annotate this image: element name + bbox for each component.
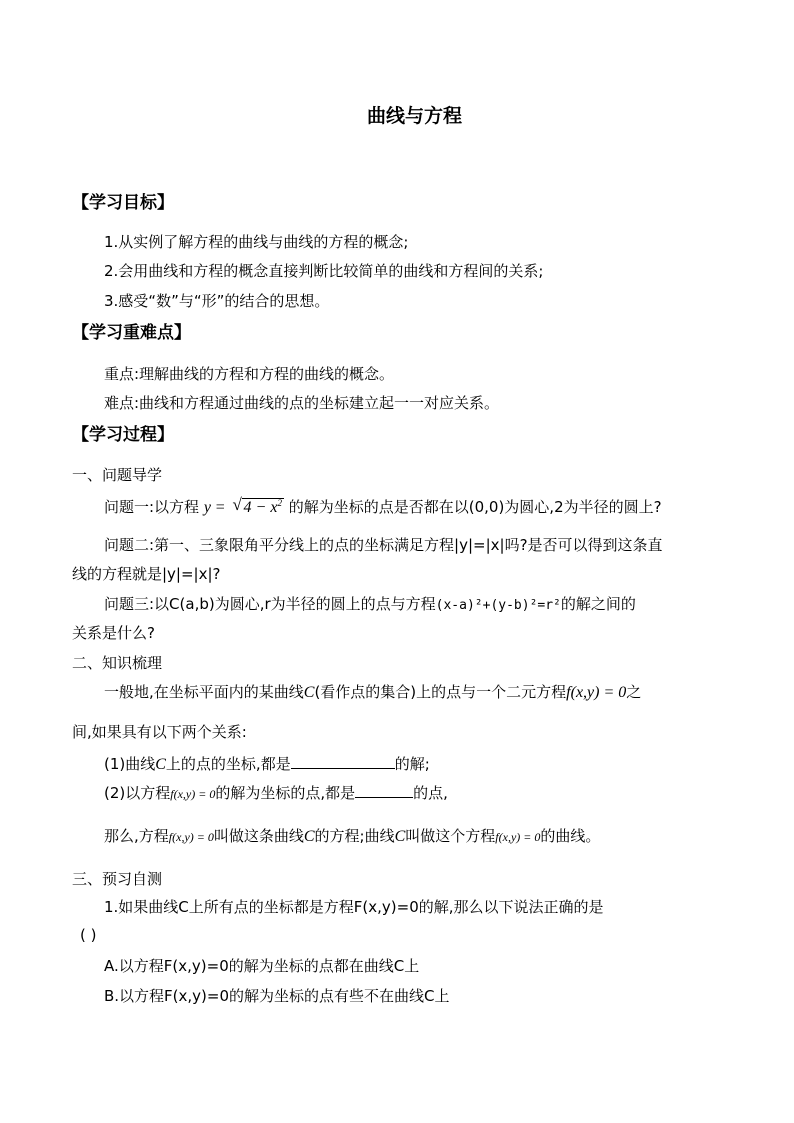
question-2-line-2: 线的方程就是|y|=|x|? xyxy=(72,565,221,583)
goal-item-3: 3.感受“数”与“形”的结合的思想。 xyxy=(104,292,330,310)
ki2-text-c: 的点, xyxy=(413,784,448,802)
ki2-text-a: (2)以方程 xyxy=(104,784,171,802)
k1-text-a: 一般地,在坐标平面内的某曲线 xyxy=(104,683,304,701)
ki2-text-b: 的解为坐标的点,都是 xyxy=(215,784,356,802)
kc-text-e: 的曲线。 xyxy=(540,827,601,845)
curve-C: C xyxy=(303,684,315,701)
kc-text-c: 的方程;曲线 xyxy=(314,827,395,845)
ki1-curve-C: C xyxy=(155,756,166,773)
part1-title: 一、问题导学 xyxy=(72,466,163,484)
section-heading-key-points: 【学习重难点】 xyxy=(72,323,191,343)
ki1-text-c: 的解; xyxy=(394,755,430,773)
knowledge-line-2: 间,如果具有以下两个关系: xyxy=(72,723,247,741)
sqrt-radicand: 4 − x xyxy=(243,499,278,516)
goal-item-2: 2.会用曲线和方程的概念直接判断比较简单的曲线和方程间的关系; xyxy=(104,262,544,280)
ki1-text-b: 上的点的坐标,都是 xyxy=(165,755,291,773)
kc-equation-f-1: f(x,y) = 0 xyxy=(168,830,214,844)
q3-text-a: 问题三:以C(a,b)为圆心,r为半径的圆上的点与方程 xyxy=(104,595,436,613)
knowledge-item-2 xyxy=(104,782,448,804)
fill-blank-2[interactable] xyxy=(355,782,413,798)
question-2-line-1: 问题二:第一、三象限角平分线上的点的坐标满足方程|y|=|x|吗?是否可以得到这条直 xyxy=(104,536,663,554)
section-heading-process: 【学习过程】 xyxy=(72,425,174,445)
goal-item-1: 1.从实例了解方程的曲线与曲线的方程的概念; xyxy=(104,233,409,251)
ki2-equation-f: f(x,y) = 0 xyxy=(170,787,216,801)
q1-equals: = xyxy=(215,499,225,516)
ki1-text-a: (1)曲线 xyxy=(104,755,156,773)
part2-title: 二、知识梳理 xyxy=(72,654,163,672)
question-3-line-1 xyxy=(104,594,636,616)
test-question-1-line-1: 1.如果曲线C上所有点的坐标都是方程F(x,y)=0的解,那么以下说法正确的是 xyxy=(104,898,604,916)
knowledge-item-1 xyxy=(104,753,430,775)
knowledge-conclusion xyxy=(104,826,600,847)
kc-curve-C-1: C xyxy=(303,828,315,845)
option-B: B.以方程F(x,y)=0的解为坐标的点有些不在曲线C上 xyxy=(104,987,450,1005)
radical-sign-icon: √ xyxy=(232,495,242,514)
question-1 xyxy=(104,497,662,518)
page-title: 曲线与方程 xyxy=(367,105,463,127)
question-3-line-2: 关系是什么? xyxy=(72,624,155,642)
k1-text-c: 之 xyxy=(626,683,642,701)
test-question-1-answer-bracket: ( ) xyxy=(80,926,97,944)
section-heading-goals: 【学习目标】 xyxy=(72,193,174,213)
kc-text-b: 叫做这条曲线 xyxy=(213,827,304,845)
kc-curve-C-2: C xyxy=(394,828,406,845)
key-point: 重点:理解曲线的方程和方程的曲线的概念。 xyxy=(104,365,395,383)
difficult-point: 难点:曲线和方程通过曲线的点的坐标建立起一一对应关系。 xyxy=(104,394,500,412)
q1-prefix: 问题一:以方程 xyxy=(104,498,200,516)
q1-y: y xyxy=(203,499,211,516)
q3-circle-equation: (x-a)²+(y-b)²=r² xyxy=(435,598,561,613)
kc-equation-f-2: f(x,y) = 0 xyxy=(495,830,541,844)
kc-text-a: 那么,方程 xyxy=(104,827,169,845)
knowledge-line-1 xyxy=(104,682,641,703)
equation-f: f(x,y) = 0 xyxy=(566,684,627,701)
sqrt-expression xyxy=(232,495,284,518)
q3-text-b: 的解之间的 xyxy=(560,595,636,613)
sqrt-exponent: 2 xyxy=(277,498,282,508)
option-A: A.以方程F(x,y)=0的解为坐标的点都在曲线C上 xyxy=(104,957,420,975)
part3-title: 三、预习自测 xyxy=(72,870,163,888)
fill-blank-1[interactable] xyxy=(291,753,395,769)
k1-text-b: (看作点的集合)上的点与一个二元方程 xyxy=(314,683,567,701)
kc-text-d: 叫做这个方程 xyxy=(405,827,496,845)
q1-suffix: 的解为坐标的点是否都在以(0,0)为圆心,2为半径的圆上? xyxy=(288,498,662,516)
